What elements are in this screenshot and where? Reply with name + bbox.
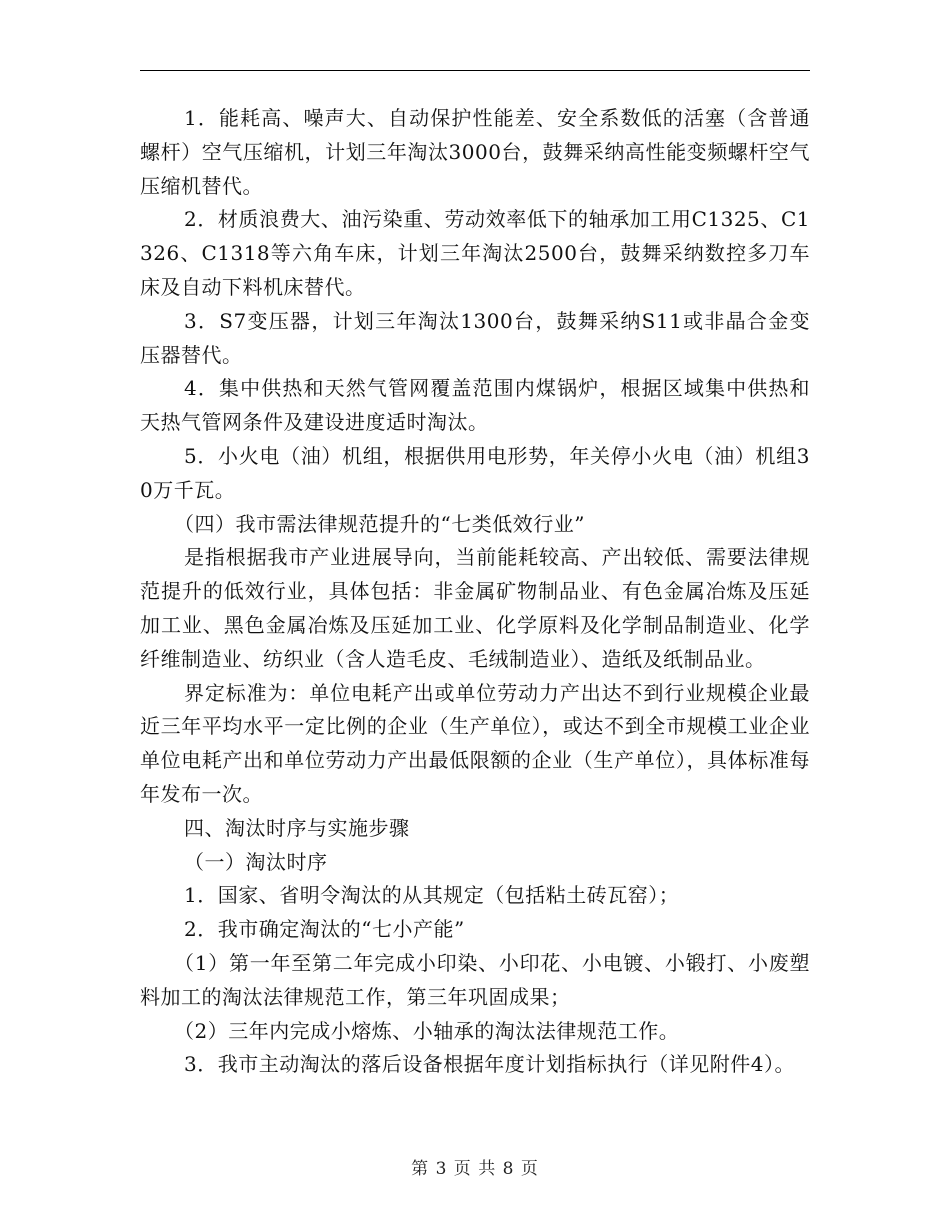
document-body: [140, 102, 810, 1082]
header-rule: [140, 70, 810, 71]
paragraph-item-1: 1．能耗高、噪声大、自动保护性能差、安全系数低的活塞（含普通螺杆）空气压缩机，计划三年淘汰3000台，鼓舞采纳高性能变频螺杆空气压缩机替代。: [140, 106, 810, 198]
paragraph-item-4: 4．集中供热和天然气管网覆盖范围内煤锅炉，根据区域集中供热和天热气管网条件及建设进度适时淘汰。: [140, 376, 810, 435]
subsection-heading-timeline: （一）淘汰时序: [184, 849, 328, 874]
paragraph-item-3: 3．S7变压器，计划三年淘汰1300台，鼓舞采纳S11或非晶合金变压器替代。: [140, 308, 810, 367]
section-heading-four: （四）我市需法律规范提升的“七类低效行业”: [174, 511, 585, 536]
section-heading-elimination-steps: 四、淘汰时序与实施步骤: [184, 815, 410, 840]
paragraph-timeline-3: 3．我市主动淘汰的落后设备根据年度计划指标执行（详见附件4）。: [184, 1052, 795, 1077]
paragraph-timeline-2-1: （1）第一年至第二年完成小印染、小印花、小电镀、小锻打、小废塑料加工的淘汰法律规范工作，第三年巩固成果；: [140, 950, 810, 1009]
paragraph-low-efficiency-industries: 是指根据我市产业进展导向，当前能耗较高、产出较低、需要法律规范提升的低效行业，具体包括：非金属矿物制品业、有色金属冶炼及压延加工业、黑色金属冶炼及压延加工业、化学原料及化学制品制造业、化学纤维制造业、纺织业（含人造毛皮、毛绒制造业）、造纸及纸制品业。: [140, 545, 810, 671]
paragraph-definition-standard: 界定标准为：单位电耗产出或单位劳动力产出达不到行业规模企业最近三年平均水平一定比例的企业（生产单位），或达不到全市规模工业企业单位电耗产出和单位劳动力产出最低限额的企业（生产单位），具体标准每年发布一次。: [140, 680, 810, 806]
paragraph-timeline-1: 1．国家、省明令淘汰的从其规定（包括粘土砖瓦窑）；: [184, 883, 680, 908]
paragraph-timeline-2-2: （2）三年内完成小熔炼、小轴承的淘汰法律规范工作。: [174, 1018, 680, 1043]
paragraph-item-2: 2．材质浪费大、油污染重、劳动效率低下的轴承加工用C1325、C1326、C1318等六角车床，计划三年淘汰2500台，鼓舞采纳数控多刀车床及自动下料机床替代。: [140, 207, 810, 299]
paragraph-item-5: 5．小火电（油）机组，根据供用电形势，年关停小火电（油）机组30万千瓦。: [140, 443, 810, 502]
paragraph-timeline-2: 2．我市确定淘汰的“七小产能”: [184, 917, 465, 942]
page-number-footer: 第 3 页 共 8 页: [411, 1159, 539, 1179]
